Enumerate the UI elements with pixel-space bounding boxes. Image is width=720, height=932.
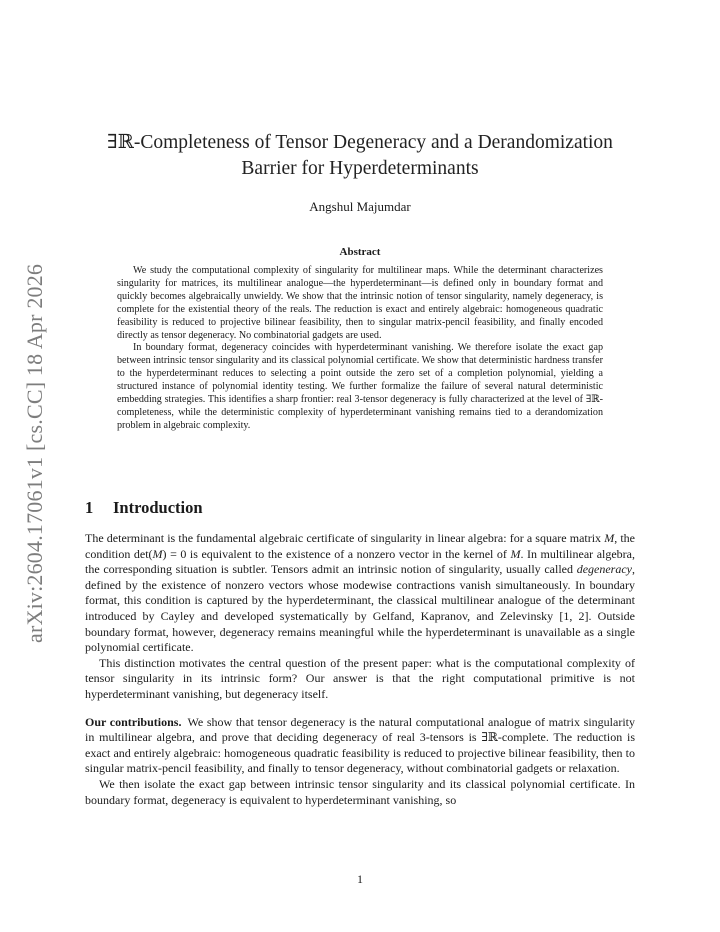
- section-title: Introduction: [113, 498, 203, 517]
- section-number: 1: [85, 498, 94, 517]
- contributions-paragraph: Our contributions. We show that tensor degeneracy is the natural computational analogue of matrix singularity in multilinear algebra, and prove that deciding degeneracy of real 3-tensors is ∃ℝ-complete. The reduction is exact and entirely algebraic: homogeneous quadratic feasibility is reduced to projective bilinear feasibility, then to singular matrix-pencil feasibility, and finally to tensor degeneracy, without combinatorial gadgets or relaxation.: [85, 714, 635, 776]
- page-number: 1: [357, 872, 363, 886]
- intro-paragraph-2: This distinction motivates the central question of the present paper: what is the computational complexity of tensor singularity in its intrinsic form? Our answer is that the right computational primitive is not hyperdeterminant vanishing, but degeneracy itself.: [85, 655, 635, 701]
- title-line-2: Barrier for Hyperdeterminants: [241, 158, 479, 179]
- title-line-1: ∃ℝ-Completeness of Tensor Degeneracy and a Derandomization: [107, 132, 613, 153]
- abstract-body: [117, 265, 603, 433]
- abstract-heading: Abstract: [339, 246, 381, 258]
- intro-paragraph-4: We then isolate the exact gap between intrinsic tensor singularity and its classical polynomial certificate. In boundary format, degeneracy is equivalent to hyperdeterminant vanishing, so: [85, 776, 635, 807]
- section-heading: [85, 498, 203, 518]
- body-text: [85, 531, 635, 808]
- paper-title: [80, 130, 640, 182]
- author-name: Angshul Majumdar: [309, 199, 411, 214]
- arxiv-identifier: arXiv:2604.17061v1 [cs.CC] 18 Apr 2026: [22, 263, 47, 643]
- contributions-heading: Our contributions.: [85, 714, 182, 729]
- intro-paragraph-1: The determinant is the fundamental algebraic certificate of singularity in linear algebra: for a square matrix M, the condition det(M) = 0 is equivalent to the existence of a nonzero vector in the kernel of M. In multilinear algebra, the corresponding situation is subtler. Tensors admit an intrinsic notion of singularity, usually called degeneracy, defined by the existence of nonzero vectors whose modewise contractions vanish simultaneously. In boundary format, this condition is captured by the hyperdeterminant, the classical multilinear analogue of the determinant introduced by Cayley and developed systematically by Gelfand, Kapranov, and Zelevinsky [1, 2]. Outside boundary format, however, degeneracy remains meaningful while the hyperdeterminant is unavailable as a single polynomial certificate.: [85, 531, 636, 655]
- abstract-paragraph-1: We study the computational complexity of singularity for multilinear maps. While the determinant characterizes singularity for matrices, its multilinear analogue—the hyperdeterminant—is defined only in boundary format and quickly becomes algebraically unwieldy. We show that the intrinsic notion of tensor singularity, namely degeneracy, is complete for the existential theory of the reals. The reduction is exact and entirely algebraic: homogeneous quadratic feasibility is reduced to projective bilinear feasibility, then to singular matrix-pencil feasibility, and finally encoded directly as tensor degeneracy. No combinatorial gadgets are used.: [117, 265, 603, 341]
- abstract-paragraph-2: In boundary format, degeneracy coincides with hyperdeterminant vanishing. We therefore isolate the exact gap between intrinsic tensor singularity and its classical polynomial certificate. We show that deterministic hardness transfer to the hyperdeterminant reduces to selecting a point outside the zero set of a completion polynomial, yielding a structured instance of polynomial identity testing. We further formalize the failure of several natural deterministic embedding strategies. This identifies a sharp frontier: real 3-tensor degeneracy is fully characterized at the level of ∃ℝ-completeness, while the deterministic complexity of hyperdeterminant vanishing remains tied to a derandomization problem in algebraic complexity.: [117, 342, 603, 431]
